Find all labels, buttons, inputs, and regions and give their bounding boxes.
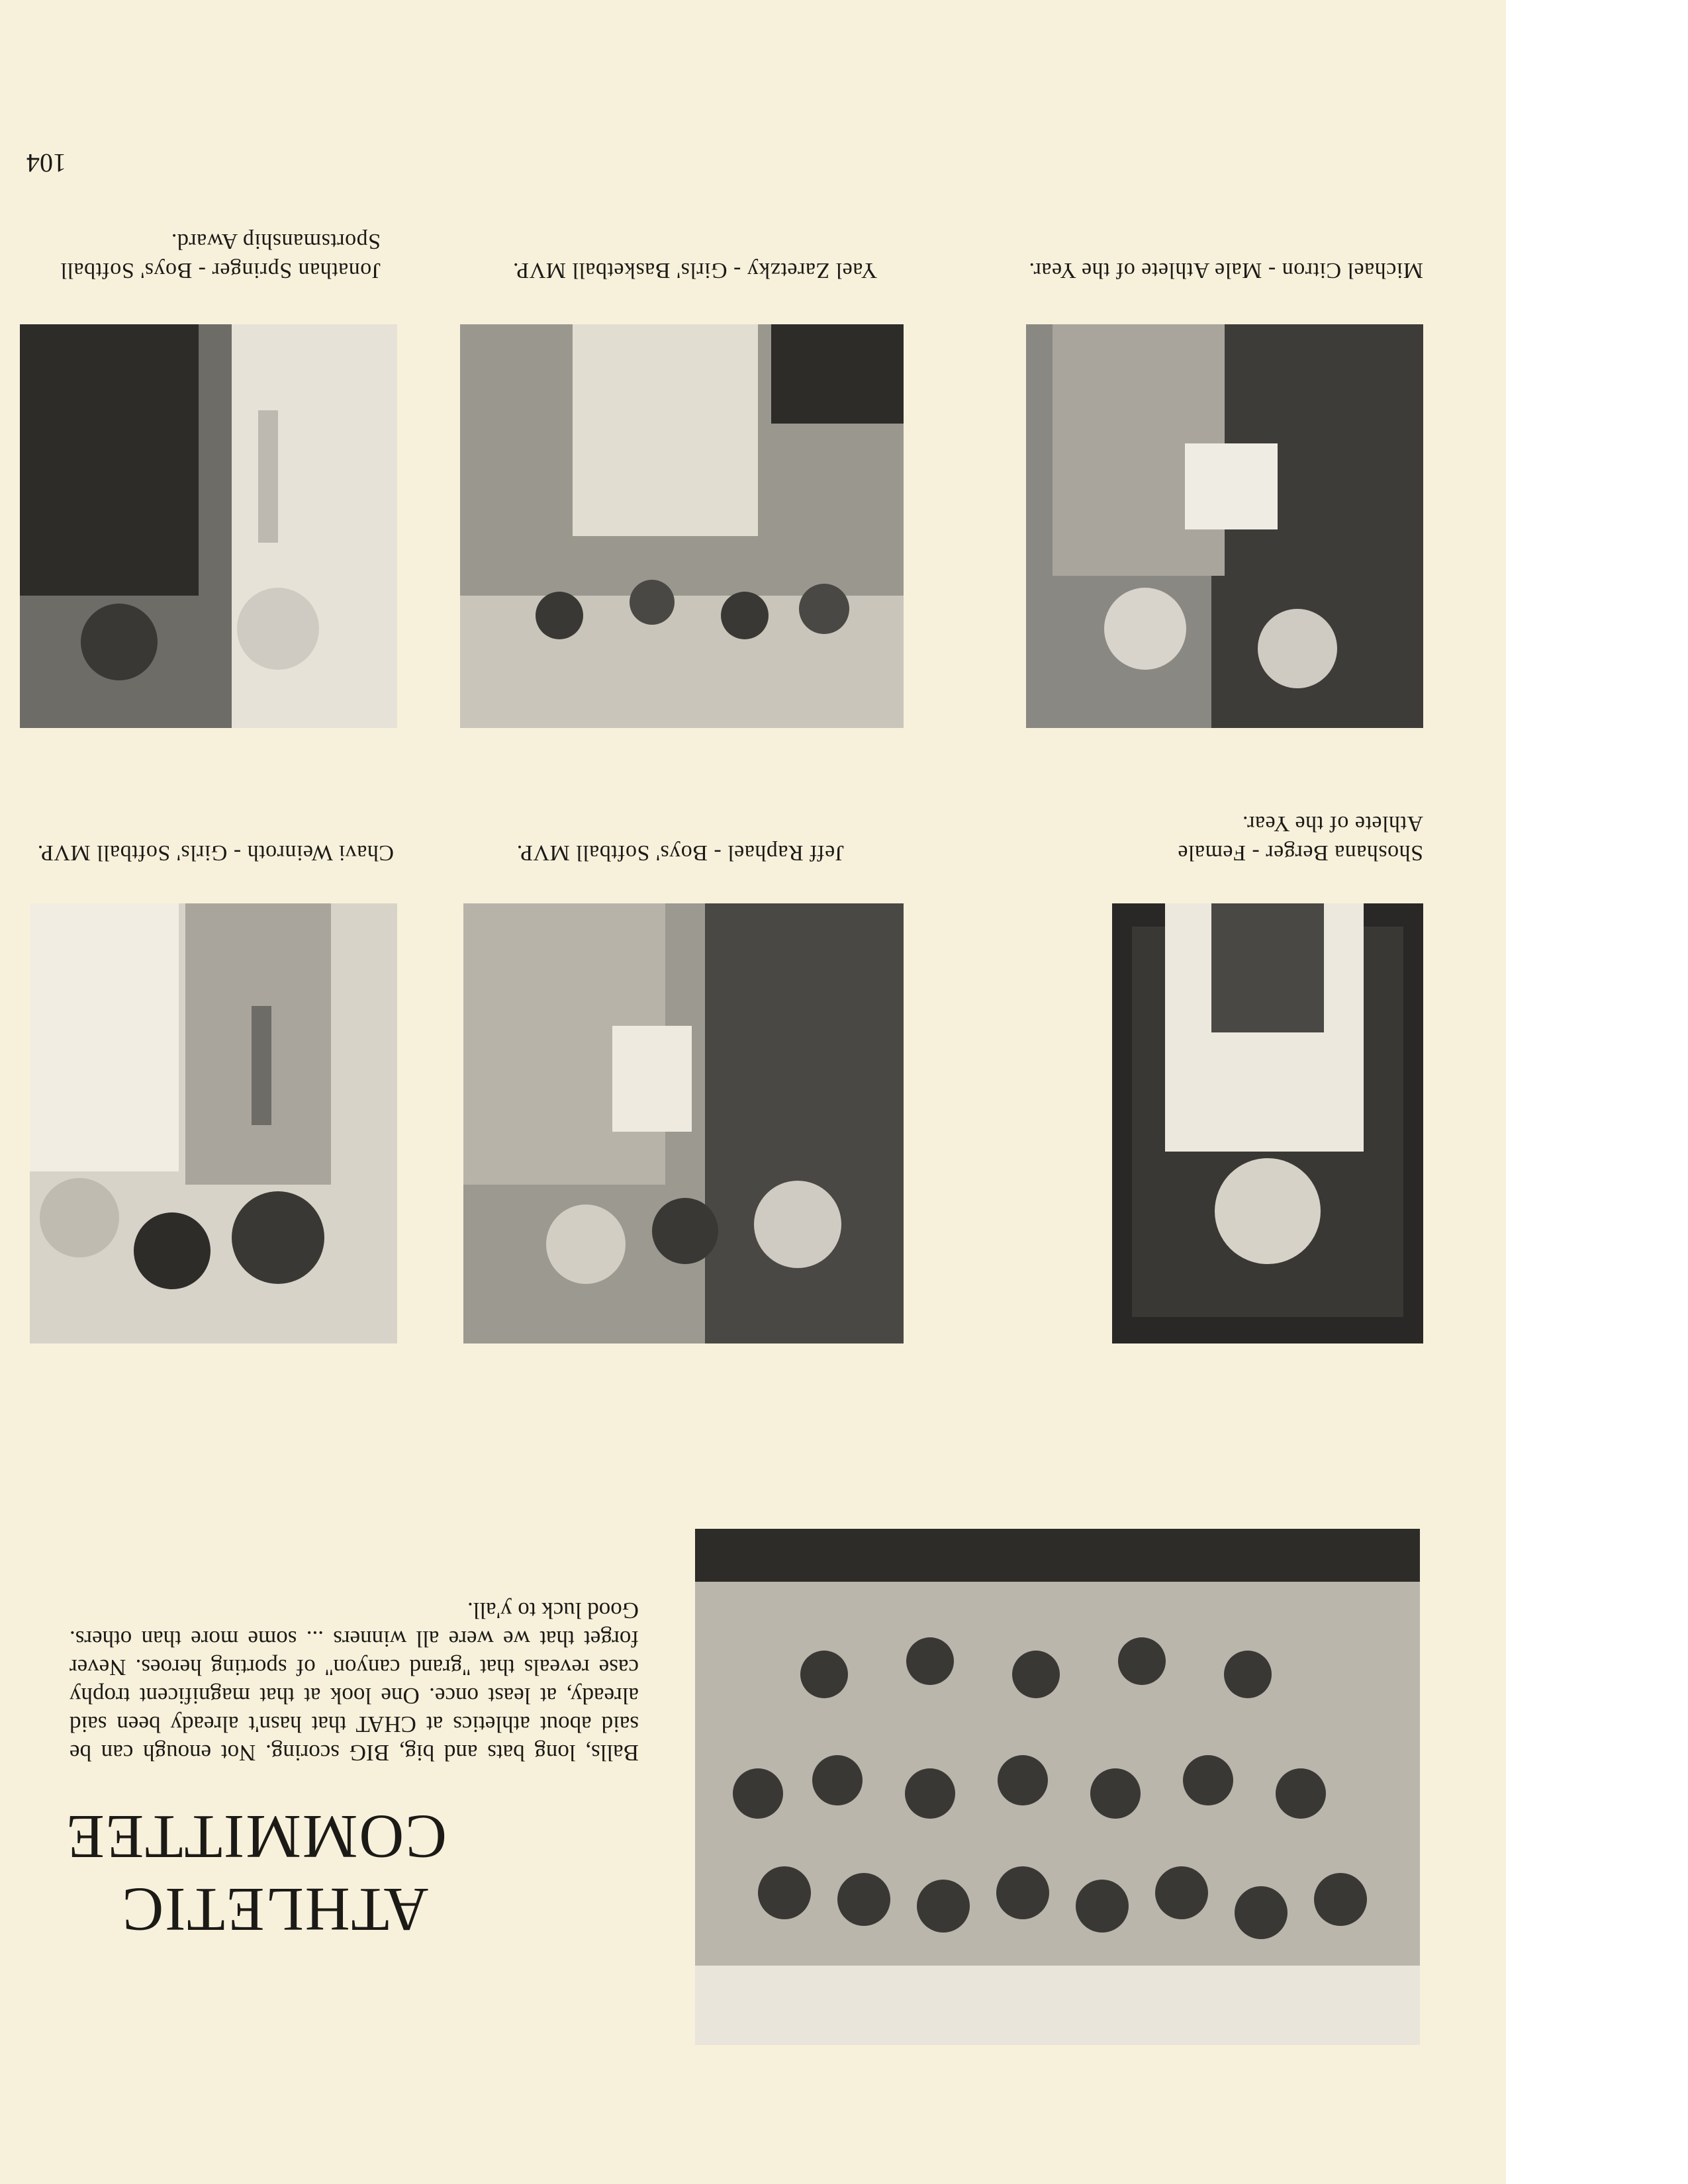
photo-citron bbox=[1026, 324, 1423, 728]
title-line-1: ATHLETIC bbox=[120, 1875, 429, 1944]
caption-zaretzky: Yael Zaretzky - Girls' Basketball MVP. bbox=[512, 258, 877, 283]
photo-zaretzky bbox=[460, 324, 904, 728]
photo-weinroth-image bbox=[30, 903, 397, 1343]
photo-raphael bbox=[463, 903, 904, 1343]
article-title bbox=[65, 1800, 447, 1946]
photo-group bbox=[695, 1529, 1420, 2045]
photo-raphael-image bbox=[463, 903, 904, 1343]
page-number: 104 bbox=[26, 148, 66, 178]
photo-group-image bbox=[695, 1529, 1420, 2045]
photo-springer bbox=[20, 324, 397, 728]
photo-berger-image bbox=[1112, 903, 1423, 1343]
caption-citron: Michael Citron - Male Athlete of the Year. bbox=[1028, 258, 1423, 283]
photo-citron-image bbox=[1026, 324, 1423, 728]
caption-weinroth: Chavi Weinroth - Girls' Softball MVP. bbox=[37, 841, 394, 865]
article-body: Balls, long bats and big, BIG scoring. Not enough can be said about athletics at CHAT that hasn't already been said already, at least once. One look at that magnificent trophy case reveals that ''grand canyon'' of sporting heroes. Never forget that we were all winners ... some more than others. Good luck to y'all. bbox=[70, 1598, 639, 1766]
caption-raphael: Jeff Raphael - Boys' Softball MVP. bbox=[516, 841, 844, 865]
caption-springer: Jonathan Springer - Boys' Softball Sportsmanship Award. bbox=[60, 229, 381, 283]
title-line-2: COMMITTEE bbox=[65, 1802, 447, 1871]
photo-weinroth bbox=[30, 903, 397, 1343]
photo-berger bbox=[1112, 903, 1423, 1343]
caption-berger: Shoshana Berger - Female Athlete of the Year. bbox=[1177, 811, 1423, 865]
photo-springer-image bbox=[20, 324, 397, 728]
photo-zaretzky-image bbox=[460, 324, 904, 728]
